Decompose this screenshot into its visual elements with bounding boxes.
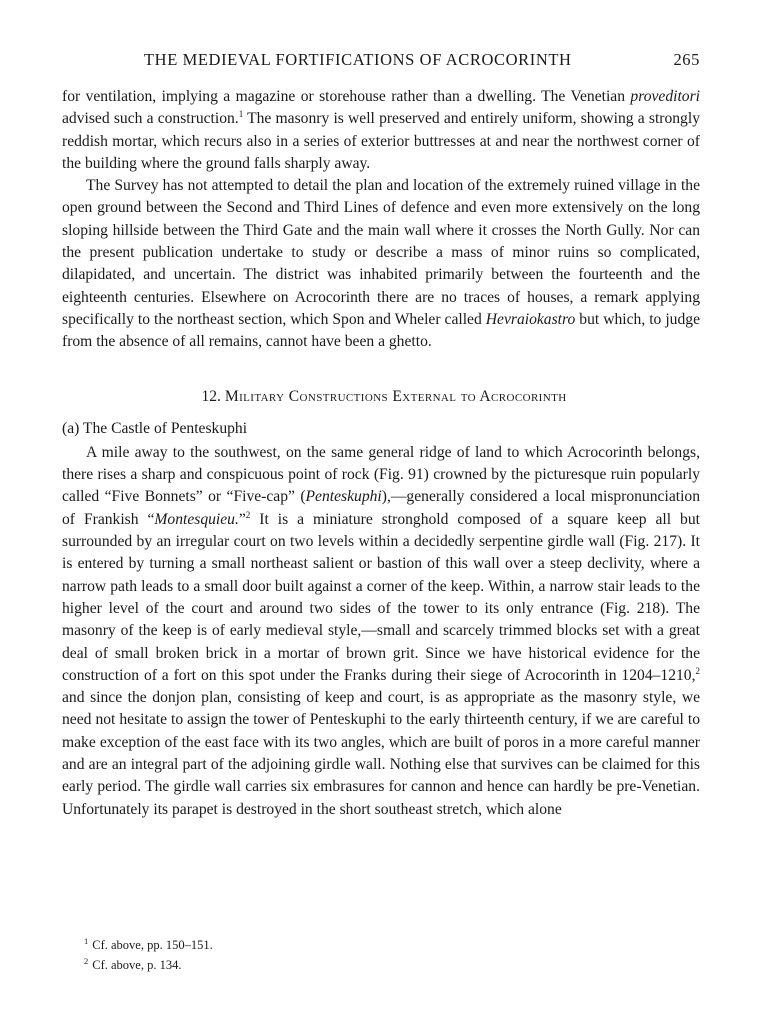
paragraph-3 — [62, 442, 700, 821]
subsection-heading: (a) The Castle of Penteskuphi — [62, 419, 248, 437]
footnote-2 — [84, 955, 213, 975]
footnote-ref-1: 1 — [238, 109, 244, 120]
paragraph-3-italic-term-2: Montesquieu. — [154, 510, 239, 528]
paragraph-3-text-c: ” — [238, 510, 246, 528]
footnote-ref-2: 2 — [245, 509, 251, 520]
paragraph-3-text-a: A mile away to the southwest, on the same general ridge of land to which Acrocorinth belongs, there rises a sharp and conspicuous point of rock (Fig. 91) crowned by the picturesque ruin popularly called “Five Bonnets” or “Five-cap” ( — [62, 443, 700, 506]
section-title: Military Constructions External to Acrocorinth — [224, 387, 567, 405]
footnote-2-mark: 2 — [84, 956, 89, 966]
section-heading — [62, 386, 700, 408]
running-title: THE MEDIEVAL FORTIFICATIONS OF ACROCORINTH — [144, 50, 572, 69]
paragraph-1-text-b: advised such a construction. — [62, 110, 239, 128]
section-number: 12. — [201, 387, 221, 405]
paragraph-3-text-e: and since the donjon plan, consisting of keep and court, is as appropriate as the masonry style, we need not hesitate to assign the tower of Penteskuphi to the early thirteenth century, if we are careful to make exception of the east face with its two angles, which are built of poros in a more careful manner and are an integral part of the adjoining girdle wall. Nothing else that survives can be claimed for this early period. The girdle wall carries six embrasures for cannon and hence can hardly be pre-Venetian. Unfortunately its parapet is destroyed in the short southeast stretch, which alone — [62, 689, 700, 818]
body-text — [62, 86, 700, 821]
paragraph-3-text-d: It is a miniature stronghold composed of a square keep all but surrounded by an irregular court on two levels within a decidedly serpentine girdle wall (Fig. 217). It is entered by turning a small northeast salient or bastion of this wall over a steep declivity, where a narrow path leads to a small door built against a corner of the keep. Within, a narrow stair leads to the higher level of the court and around two sides of the tower to its only entrance (Fig. 218). The masonry of the keep is of early medieval style,—small and scarcely trimmed blocks set with a great deal of small broken brick in a mortar of brown grit. Since we have historical evidence for the construction of a fort on this spot under the Franks during their siege of Acrocorinth in 1204–1210, — [62, 510, 700, 684]
paragraph-3-text-b: ),—generally considered a local mispronunciation of Frankish “ — [62, 488, 700, 528]
paragraph-1-italic-term: proveditori — [630, 88, 700, 105]
footnote-ref-2b: 2 — [695, 665, 700, 676]
page-number: 265 — [673, 50, 700, 69]
footnote-1-mark: 1 — [84, 936, 89, 946]
paragraph-2-text-a: The Survey has not attempted to detail the plan and location of the extremely ruined village in the open ground between the Second and Third Lines of defence and even more extensively on the long sloping hillside between the Third Gate and the main wall where it crosses the North Gully. Nor can the present publication undertake to study or describe a mass of minor ruins so complicated, dilapidated, and uncertain. The district was inhabited primarily between the fourteenth and the eighteenth centuries. Elsewhere on Acrocorinth there are no traces of houses, a remark applying specifically to the northeast section, which Spon and Wheler called — [62, 177, 700, 328]
footnote-1 — [84, 935, 213, 955]
footnote-1-text: Cf. above, pp. 150–151. — [92, 938, 213, 952]
footnotes — [84, 935, 213, 975]
paragraph-3-italic-term-1: Penteskuphi — [305, 488, 382, 506]
paragraph-1-text-a: for ventilation, implying a magazine or storehouse rather than a dwelling. The Venetian — [62, 88, 631, 105]
paragraph-2 — [62, 175, 700, 353]
footnote-2-text: Cf. above, p. 134. — [92, 958, 182, 972]
paragraph-2-italic-term: Hevraiokastro — [485, 310, 576, 328]
paragraph-1 — [62, 86, 700, 175]
paragraph-1-text-c: The masonry is well preserved and entirely uniform, showing a strongly reddish mortar, which recurs also in a series of exterior buttresses at and near the northwest corner of the building where the ground falls sharply away. — [62, 110, 700, 172]
paragraph-2-text-b: but which, to judge from the absence of all remains, cannot have been a ghetto. — [62, 310, 700, 351]
